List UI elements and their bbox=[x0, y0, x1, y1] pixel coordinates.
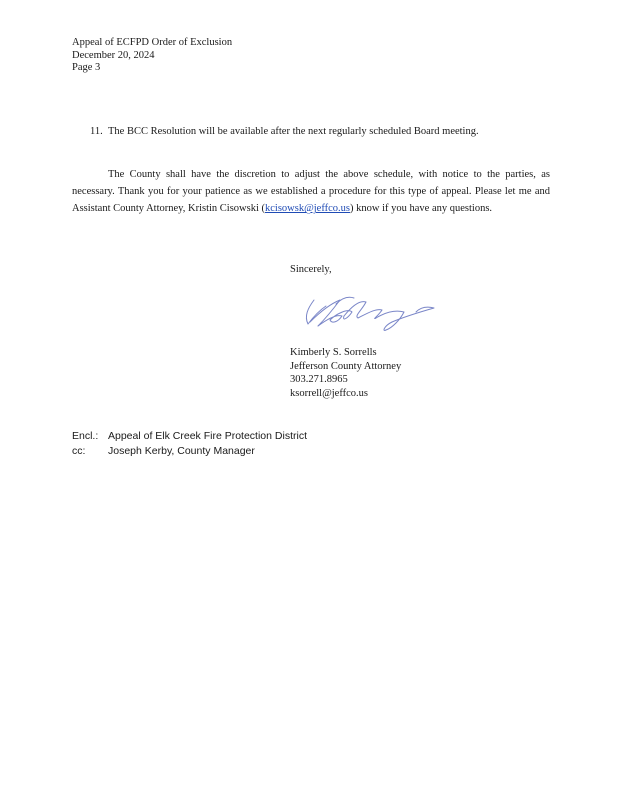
cc-row bbox=[72, 444, 307, 459]
item-text: The BCC Resolution will be available after the next regularly scheduled Board meeting. bbox=[108, 126, 479, 137]
signatory-phone: 303.271.8965 bbox=[290, 374, 348, 386]
signatory-email: ksorrell@jeffco.us bbox=[290, 387, 368, 399]
enclosure-label: Encl.: bbox=[72, 430, 99, 442]
header-subject: Appeal of ECFPD Order of Exclusion bbox=[72, 37, 233, 48]
cc-label: cc: bbox=[72, 444, 86, 457]
header-page-number: Page 3 bbox=[72, 62, 101, 74]
cc-value: Joseph Kerby, County Manager bbox=[108, 444, 255, 457]
signatory-title: Jefferson County Attorney bbox=[290, 360, 402, 372]
enclosure-row bbox=[72, 429, 307, 444]
paragraph-text-after-email: ) know if you have any questions. bbox=[350, 203, 493, 215]
email-link-kcisowsk[interactable]: kcisowsk@jeffco.us bbox=[265, 203, 351, 215]
handwritten-signature bbox=[296, 286, 446, 336]
paragraph-text-before-email: The County shall have the discretion to adjust the above schedule, with notice to the parties, as necessary. Thank you for your patience as we established a procedure for this type of appeal. Please let me and Assistant County Attorney, Kristin Cisowski ( bbox=[72, 169, 550, 215]
closing-salutation: Sincerely, bbox=[290, 264, 332, 275]
numbered-item-11 bbox=[90, 125, 550, 139]
signatory-name: Kimberly S. Sorrells bbox=[290, 347, 377, 358]
item-number: 11. bbox=[90, 126, 103, 137]
page-header bbox=[72, 37, 232, 75]
signature-block bbox=[290, 346, 401, 400]
body-paragraph bbox=[72, 166, 550, 218]
header-date: December 20, 2024 bbox=[72, 49, 155, 61]
enclosure-value: Appeal of Elk Creek Fire Protection District bbox=[108, 430, 307, 442]
enclosures-block bbox=[72, 429, 307, 458]
